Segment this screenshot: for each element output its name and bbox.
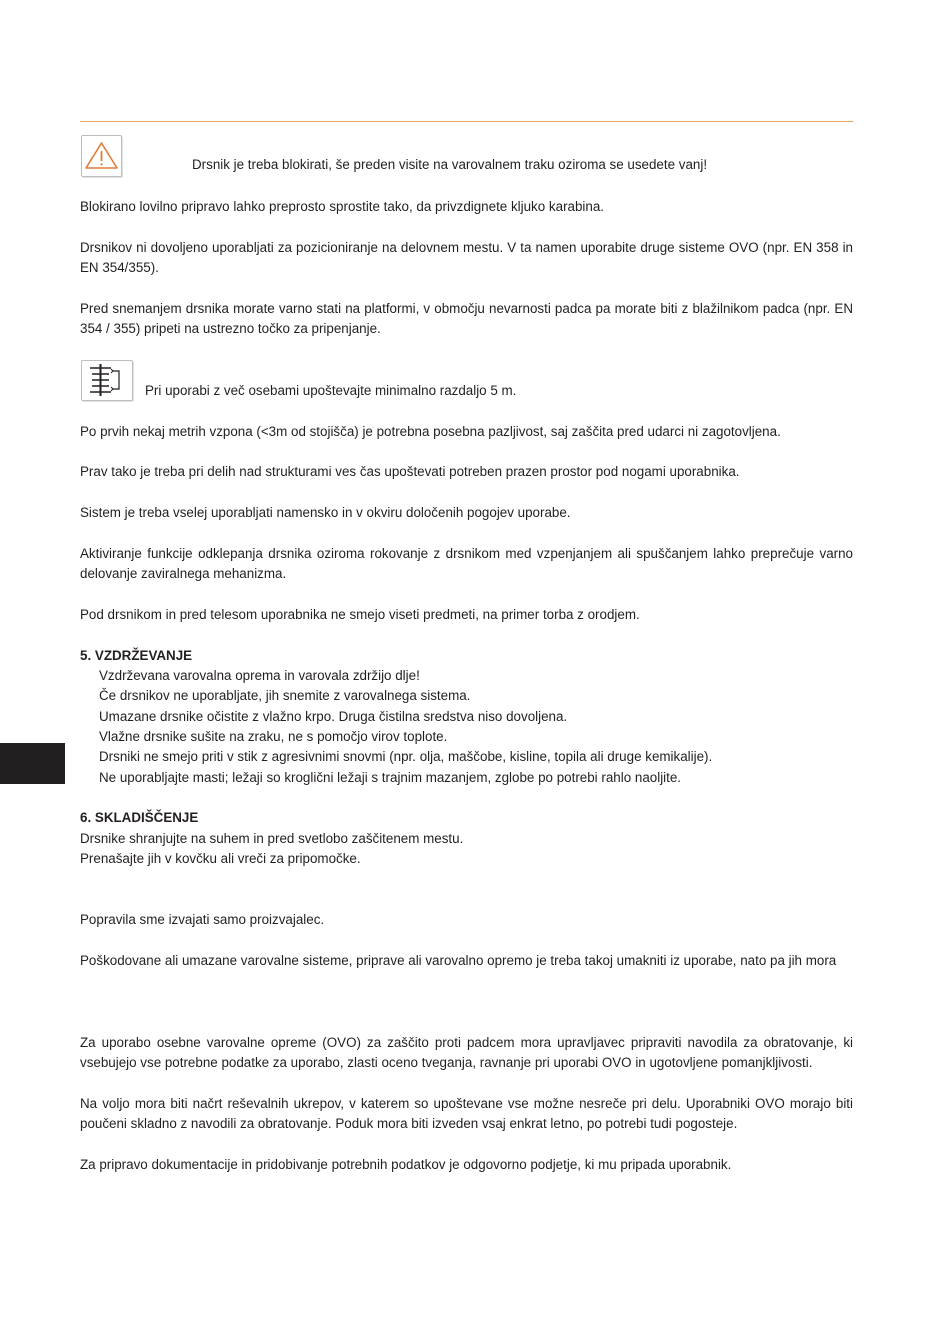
paragraph-first-meters: Po prvih nekaj metrih vzpona (<3m od stojišča) je potrebna posebna pazljivost, saj zaščita pred udarci ni zagotovljena. [80,424,781,439]
header-rule [80,121,853,122]
maintenance-item: Vlažne drsnike sušite na zraku, ne s pomočjo virov toplote. [99,729,448,744]
paragraph-documentation: Za pripravo dokumentacije in pridobivanje potrebnih podatkov je odgovorno podjetje, ki mu pripada uporabnik. [80,1157,732,1172]
minimum-distance-icon [81,360,133,401]
paragraph-clearance: Prav tako je treba pri delih nad strukturami ves čas upoštevati potreben prazen prostor pod nogami uporabnika. [80,464,740,479]
storage-heading: 6. SKLADIŠČENJE [80,810,199,825]
maintenance-item: Umazane drsnike očistite z vlažno krpo. Druga čistilna sredstva niso dovoljena. [99,709,568,724]
maintenance-item: Ne uporabljajte masti; ležaji so kroglični ležaji s trajnim mazanjem, zglobe po potrebi rahlo naoljite. [99,770,682,785]
paragraph-instructions: Za uporabo osebne varovalne opreme (OVO) za zaščito proti padcem mora upravljavec pripraviti navodila za obratovanje, ki vsebujejo vse potrebne podatke za uporabo, zlasti oceno tveganja, ravnanje pri uporabi OVO in ugotovljene pomanjkljivosti. [80,1035,853,1071]
side-tab-marker [0,743,65,784]
paragraph-handling: Aktiviranje funkcije odklepanja drsnika oziroma rokovanje z drsnikom med vzpenjanjem ali spuščanjem lahko preprečuje varno delovanje zaviralnega mehanizma. [80,546,853,582]
warning-note: Drsnik je treba blokirati, še preden visite na varovalnem traku oziroma se usedete vanj! [192,157,708,172]
maintenance-item: Če drsnikov ne uporabljate, jih snemite z varovalnega sistema. [99,688,471,703]
maintenance-heading: 5. VZDRŽEVANJE [80,648,193,663]
paragraph-objects: Pod drsnikom in pred telesom uporabnika ne smejo viseti predmeti, na primer torba z orodjem. [80,607,640,622]
paragraph-positioning: Drsnikov ni dovoljeno uporabljati za pozicioniranje na delovnem mestu. V ta namen uporabite druge sisteme OVO (npr. EN 358 in EN 354/355). [80,240,853,276]
paragraph-intended-use: Sistem je treba vselej uporabljati namensko in v okviru določenih pogojev uporabe. [80,505,571,520]
paragraph-rescue: Na voljo mora biti načrt reševalnih ukrepov, v katerem so upoštevane vse možne nesreče pri delu. Uporabniki OVO morajo biti poučeni skladno z navodili za obratovanje. Poduk mora biti izveden vsaj enkrat letno, po potrebi tudi pogosteje. [80,1096,853,1132]
storage-line: Prenašajte jih v kovčku ali vreči za pripomočke. [80,851,361,866]
maintenance-item: Drsniki ne smejo priti v stik z agresivnimi snovmi (npr. olja, maščobe, kisline, topila ali druge kemikalije). [99,749,713,764]
storage-line: Drsnike shranjujte na suhem in pred svetlobo zaščitenem mestu. [80,831,464,846]
paragraph-damaged: Poškodovane ali umazane varovalne sisteme, priprave ali varovalno opremo je treba takoj umakniti iz uporabe, nato pa jih mora [80,953,837,968]
paragraph-unlock: Blokirano lovilno pripravo lahko preprosto sprostite tako, da privzdignete kljuko karabina. [80,199,605,214]
paragraph-repairs: Popravila sme izvajati samo proizvajalec. [80,912,325,927]
maintenance-item: Vzdrževana varovalna oprema in varovala zdržijo dlje! [99,668,420,683]
paragraph-removal: Pred snemanjem drsnika morate varno stati na platformi, v območju nevarnosti padca pa morate biti z blažilnikom padca (npr. EN 354 / 355) pripeti na ustrezno točko za pripenjanje. [80,301,853,337]
distance-note: Pri uporabi z več osebami upoštevajte minimalno razdaljo 5 m. [145,383,517,398]
warning-icon [81,135,122,177]
